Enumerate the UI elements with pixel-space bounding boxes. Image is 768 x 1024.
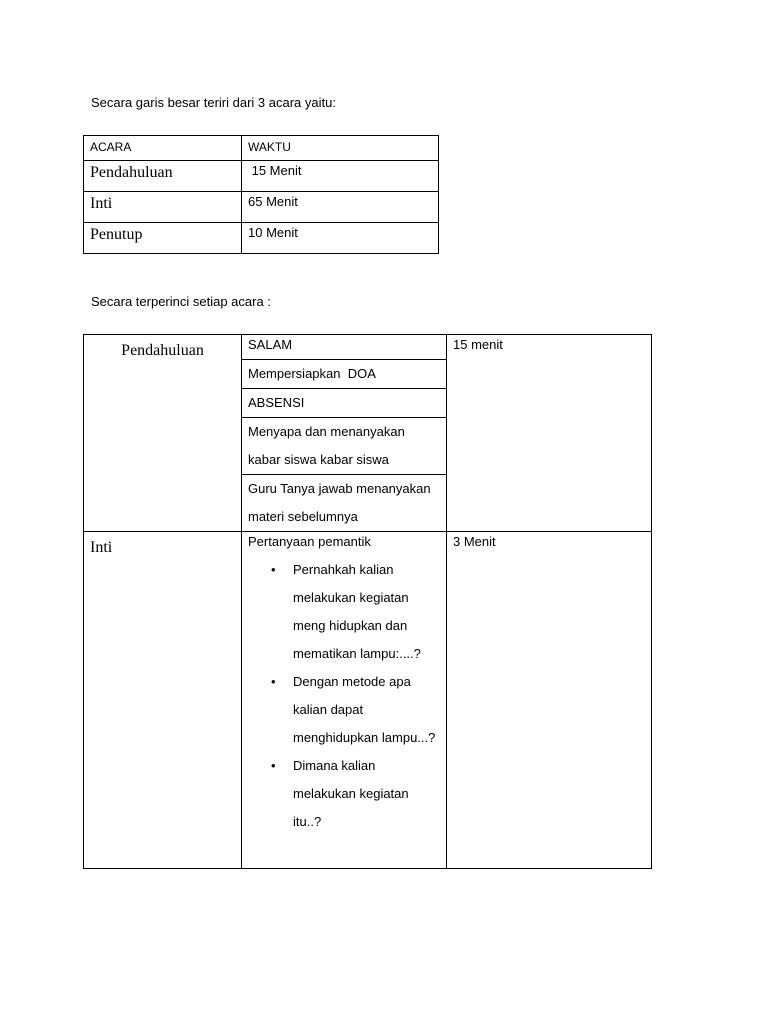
- question-item: • Dimana kalian melakukan kegiatan itu..?: [293, 752, 440, 836]
- question-list: [248, 556, 440, 868]
- activity-item: Mempersiapkan DOA: [242, 360, 446, 389]
- activity-item: SALAM: [242, 331, 446, 360]
- summary-table: [83, 135, 439, 254]
- header-waktu: WAKTU: [242, 136, 439, 161]
- phase-label: Pendahuluan: [84, 335, 242, 532]
- duration-cell: [447, 532, 652, 869]
- intro-paragraph: Secara garis besar teriri dari 3 acara yaitu:: [91, 95, 336, 110]
- detail-table: [83, 334, 652, 869]
- activity-item: ABSENSI: [242, 389, 446, 418]
- detail-row-inti: [84, 532, 652, 869]
- summary-acara-cell: Pendahuluan: [84, 161, 242, 192]
- summary-acara-cell: Penutup: [84, 223, 242, 254]
- question-item: • Dengan metode apa kalian dapat menghidupkan lampu...?: [293, 668, 440, 752]
- detail-row-pendahuluan: [84, 335, 652, 532]
- phase-label: Inti: [84, 532, 242, 869]
- activities-cell: [242, 335, 447, 532]
- summary-waktu-cell: 10 Menit: [242, 223, 439, 254]
- activities-cell: [242, 532, 447, 869]
- duration-text: 3 Menit: [453, 534, 496, 549]
- summary-row: [84, 192, 439, 223]
- activity-item: Guru Tanya jawab menanyakan materi sebelumnya: [248, 481, 431, 524]
- summary-waktu-cell: 15 Menit: [242, 161, 439, 192]
- duration-cell: [447, 335, 652, 532]
- detail-intro-paragraph: Secara terperinci setiap acara :: [91, 294, 271, 309]
- summary-header-row: [84, 136, 439, 161]
- duration-text: 15 menit: [453, 337, 503, 352]
- header-acara: ACARA: [84, 136, 242, 161]
- summary-row: [84, 161, 439, 192]
- activity-heading: Pertanyaan pemantik: [248, 534, 371, 549]
- summary-waktu-cell: 65 Menit: [242, 192, 439, 223]
- question-item: • Pernahkah kalian melakukan kegiatan meng hidupkan dan mematikan lampu:....?: [293, 556, 440, 668]
- summary-acara-cell: Inti: [84, 192, 242, 223]
- summary-row: [84, 223, 439, 254]
- activity-item: Menyapa dan menanyakan kabar siswa kabar siswa: [242, 418, 446, 475]
